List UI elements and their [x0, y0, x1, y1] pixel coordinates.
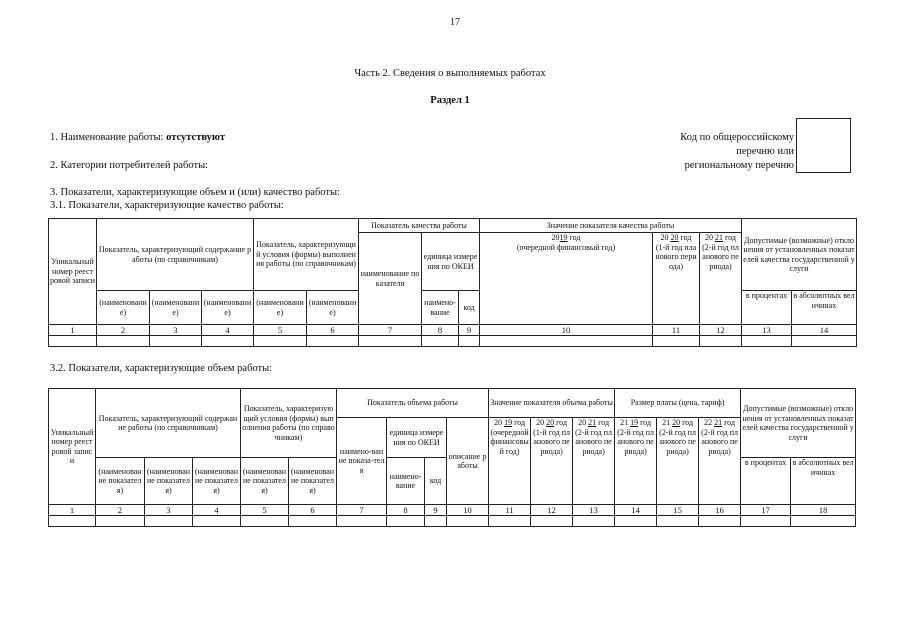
- year3-prefix: 20: [705, 233, 716, 242]
- column-number: 11: [653, 325, 700, 336]
- year-note: (2-й год планового периода): [701, 427, 738, 456]
- year-suffix: год: [512, 418, 526, 427]
- fee-year1-header: [615, 418, 657, 505]
- fee-year2-header: [657, 418, 699, 505]
- column-number: 4: [193, 505, 241, 516]
- table-cell[interactable]: [241, 516, 289, 527]
- table-cell[interactable]: [150, 336, 202, 347]
- column-number: 13: [573, 505, 615, 516]
- table-cell[interactable]: [425, 516, 447, 527]
- year1-note: (очередной финансовый год): [516, 242, 616, 252]
- year-note: (2-й год планового периода): [575, 427, 612, 456]
- indicator-name-header: наимено-вание показа-теля: [337, 418, 387, 505]
- column-number: 2: [96, 505, 145, 516]
- content-subheader: (наименование): [97, 291, 150, 325]
- column-number: 16: [699, 505, 741, 516]
- fee-group-header: Размер платы (цена, тариф): [615, 389, 741, 418]
- column-number: 6: [289, 505, 337, 516]
- year-note: (2-й год планового периода): [659, 427, 696, 456]
- column-number: 11: [489, 505, 531, 516]
- column-number: 10: [447, 505, 489, 516]
- content-subheader: (наименование): [202, 291, 254, 325]
- year3-suffix: год: [723, 233, 736, 242]
- table-cell[interactable]: [422, 336, 459, 347]
- unit-code-header: код: [425, 458, 447, 505]
- part-title: Часть 2. Сведения о выполняемых работах: [354, 68, 546, 79]
- table-cell[interactable]: [459, 336, 480, 347]
- column-number: 18: [791, 505, 856, 516]
- year3-note: (2-й год планового периода): [702, 242, 739, 271]
- table-cell[interactable]: [289, 516, 337, 527]
- table-cell[interactable]: [49, 516, 96, 527]
- year2-prefix: 20: [660, 233, 671, 242]
- year-value: 19: [630, 418, 639, 427]
- volume-group-header: Показатель объема работы: [337, 389, 489, 418]
- condition-subheader: (наименование показателя): [241, 458, 289, 505]
- year1-header: [480, 233, 653, 325]
- fee-year3-header: [699, 418, 741, 505]
- table-row: [49, 336, 857, 347]
- table-cell[interactable]: [480, 336, 653, 347]
- table-cell[interactable]: [337, 516, 387, 527]
- table-cell[interactable]: [573, 516, 615, 527]
- column-number: 3: [150, 325, 202, 336]
- deviation-percent-header: в процентах: [742, 291, 792, 325]
- table-cell[interactable]: [791, 516, 856, 527]
- condition-subheader: (наименование): [254, 291, 307, 325]
- table-cell[interactable]: [489, 516, 531, 527]
- year-suffix: год: [638, 418, 652, 427]
- column-number: 8: [387, 505, 425, 516]
- condition-indicator-header: Показатель, характеризующий условия (формы) выполнения работы (по справочникам): [241, 389, 337, 458]
- unit-name-header: наимено-вание: [387, 458, 425, 505]
- consumer-category-line: 2. Категории потребителей работы:: [50, 160, 209, 171]
- unit-header: единица измерения по ОКЕИ: [422, 233, 480, 291]
- column-number: 4: [202, 325, 254, 336]
- year1-prefix: 20: [551, 233, 560, 242]
- work-name-value: отсутствуют: [166, 132, 225, 143]
- year3-value: 21: [715, 233, 724, 242]
- column-number: 10: [480, 325, 653, 336]
- year-prefix: 20: [578, 418, 589, 427]
- year-prefix: 21: [620, 418, 631, 427]
- column-number: 5: [254, 325, 307, 336]
- table-cell[interactable]: [657, 516, 699, 527]
- column-number: 6: [307, 325, 359, 336]
- code-label-line3: региональному перечню: [684, 160, 794, 171]
- year-suffix: год: [680, 418, 694, 427]
- content-subheader: (наименование): [150, 291, 202, 325]
- year-prefix: 21: [662, 418, 673, 427]
- work-name-label: 1. Наименование работы:: [50, 132, 167, 143]
- column-number: 15: [657, 505, 699, 516]
- volume-year3-header: [573, 418, 615, 505]
- year-value: 20: [672, 418, 681, 427]
- work-name-line: [50, 132, 225, 144]
- year-note: (2-й год планового периода): [617, 427, 654, 456]
- year-note: (очередной финансовый год): [490, 427, 529, 456]
- quality-indicators-heading: 3.1. Показатели, характеризующие качество работы:: [50, 200, 284, 211]
- volume-year2-header: [531, 418, 573, 505]
- column-number: 5: [241, 505, 289, 516]
- content-subheader: (наименование показателя): [145, 458, 193, 505]
- year-value: 21: [588, 418, 597, 427]
- condition-indicator-header: Показатель, характеризующий условия (формы) выполнения работы (по справочникам): [254, 219, 359, 291]
- table-cell[interactable]: [741, 516, 791, 527]
- section-title: Раздел 1: [430, 95, 470, 106]
- condition-subheader: (наименование показателя): [289, 458, 337, 505]
- table-row: [49, 516, 856, 527]
- table-cell[interactable]: [97, 336, 150, 347]
- code-label-line1: Код по общероссийскому: [680, 132, 794, 143]
- volume-year1-header: [489, 418, 531, 505]
- unique-record-header: Уникальный номер реестровой записи: [49, 219, 97, 325]
- column-number: 13: [742, 325, 792, 336]
- code-label-line2: перечню или: [736, 146, 794, 157]
- content-indicator-header: Показатель, характеризующий содержание работы (по справочникам): [96, 389, 241, 458]
- table-cell[interactable]: [254, 336, 307, 347]
- content-subheader: (наименование показателя): [193, 458, 241, 505]
- year2-note: (1-й год планового периода): [655, 242, 697, 271]
- deviation-absolute-header: в абсолютных величинах: [792, 291, 857, 325]
- year-suffix: год: [722, 418, 736, 427]
- column-number: 7: [337, 505, 387, 516]
- year1-suffix: год: [567, 233, 581, 242]
- work-description-header: описание работы: [447, 418, 489, 505]
- year-prefix: 22: [704, 418, 715, 427]
- table-cell[interactable]: [792, 336, 857, 347]
- quality-table: [48, 218, 857, 347]
- year1-value: 19: [559, 233, 568, 242]
- column-number: 2: [97, 325, 150, 336]
- year-value: 20: [546, 418, 555, 427]
- quality-group-header: Показатель качества работы: [359, 219, 480, 233]
- column-number: 1: [49, 325, 97, 336]
- content-subheader: (наименование показателя): [96, 458, 145, 505]
- column-number: 14: [615, 505, 657, 516]
- condition-subheader: (наименование): [307, 291, 359, 325]
- unit-header: единица измерения по ОКЕИ: [387, 418, 447, 458]
- table-cell[interactable]: [193, 516, 241, 527]
- year-prefix: 20: [536, 418, 547, 427]
- deviation-percent-header: в процентах: [741, 458, 791, 505]
- column-number: 14: [792, 325, 857, 336]
- column-number: 1: [49, 505, 96, 516]
- column-number: 8: [422, 325, 459, 336]
- volume-indicators-heading: 3.2. Показатели, характеризующие объем работы:: [50, 363, 273, 374]
- unique-record-header: Уникальный номер реестровой записи: [49, 389, 96, 505]
- indicators-heading: 3. Показатели, характеризующие объем и (или) качество работы:: [50, 187, 340, 198]
- deviation-header: Допустимые (возможные) отклонения от установленных показателей качества государственной услуги: [742, 219, 857, 291]
- indicator-name-header: наименование показателя: [359, 233, 422, 325]
- table-cell[interactable]: [202, 336, 254, 347]
- column-number: 12: [531, 505, 573, 516]
- table-cell[interactable]: [387, 516, 425, 527]
- year-suffix: год: [596, 418, 610, 427]
- table-cell[interactable]: [447, 516, 489, 527]
- table-cell[interactable]: [359, 336, 422, 347]
- column-number: 3: [145, 505, 193, 516]
- deviation-absolute-header: в абсолютных величинах: [791, 458, 856, 505]
- page-number: 17: [450, 17, 460, 28]
- table-cell[interactable]: [742, 336, 792, 347]
- column-number: 12: [700, 325, 742, 336]
- year-value: 21: [714, 418, 723, 427]
- table-cell[interactable]: [615, 516, 657, 527]
- value-group-header: Значение показателя объема работы: [489, 389, 615, 418]
- table-cell[interactable]: [653, 336, 700, 347]
- table-cell[interactable]: [307, 336, 359, 347]
- table-cell[interactable]: [49, 336, 97, 347]
- column-number: 17: [741, 505, 791, 516]
- year-prefix: 20: [494, 418, 505, 427]
- volume-table: [48, 388, 856, 527]
- year3-header: [700, 233, 742, 325]
- column-number: 7: [359, 325, 422, 336]
- column-number: 9: [459, 325, 480, 336]
- content-indicator-header: Показатель, характеризующий содержание работы (по справочникам): [97, 219, 254, 291]
- value-group-header: Значение показателя качества работы: [480, 219, 742, 233]
- year2-suffix: год: [678, 233, 692, 242]
- unit-name-header: наимено-вание: [422, 291, 459, 325]
- unit-code-header: код: [459, 291, 480, 325]
- year2-header: [653, 233, 700, 325]
- table-cell[interactable]: [700, 336, 742, 347]
- registry-code-box[interactable]: [796, 118, 851, 173]
- table-cell[interactable]: [145, 516, 193, 527]
- table-cell[interactable]: [699, 516, 741, 527]
- year-suffix: год: [554, 418, 568, 427]
- column-number: 9: [425, 505, 447, 516]
- year2-value: 20: [670, 233, 679, 242]
- table-cell[interactable]: [96, 516, 145, 527]
- deviation-header: Допустимые (возможные) отклонения от установленных показателей качества государственной услуги: [741, 389, 856, 458]
- year-note: (1-й год планового периода): [533, 427, 570, 456]
- year-value: 19: [504, 418, 513, 427]
- table-cell[interactable]: [531, 516, 573, 527]
